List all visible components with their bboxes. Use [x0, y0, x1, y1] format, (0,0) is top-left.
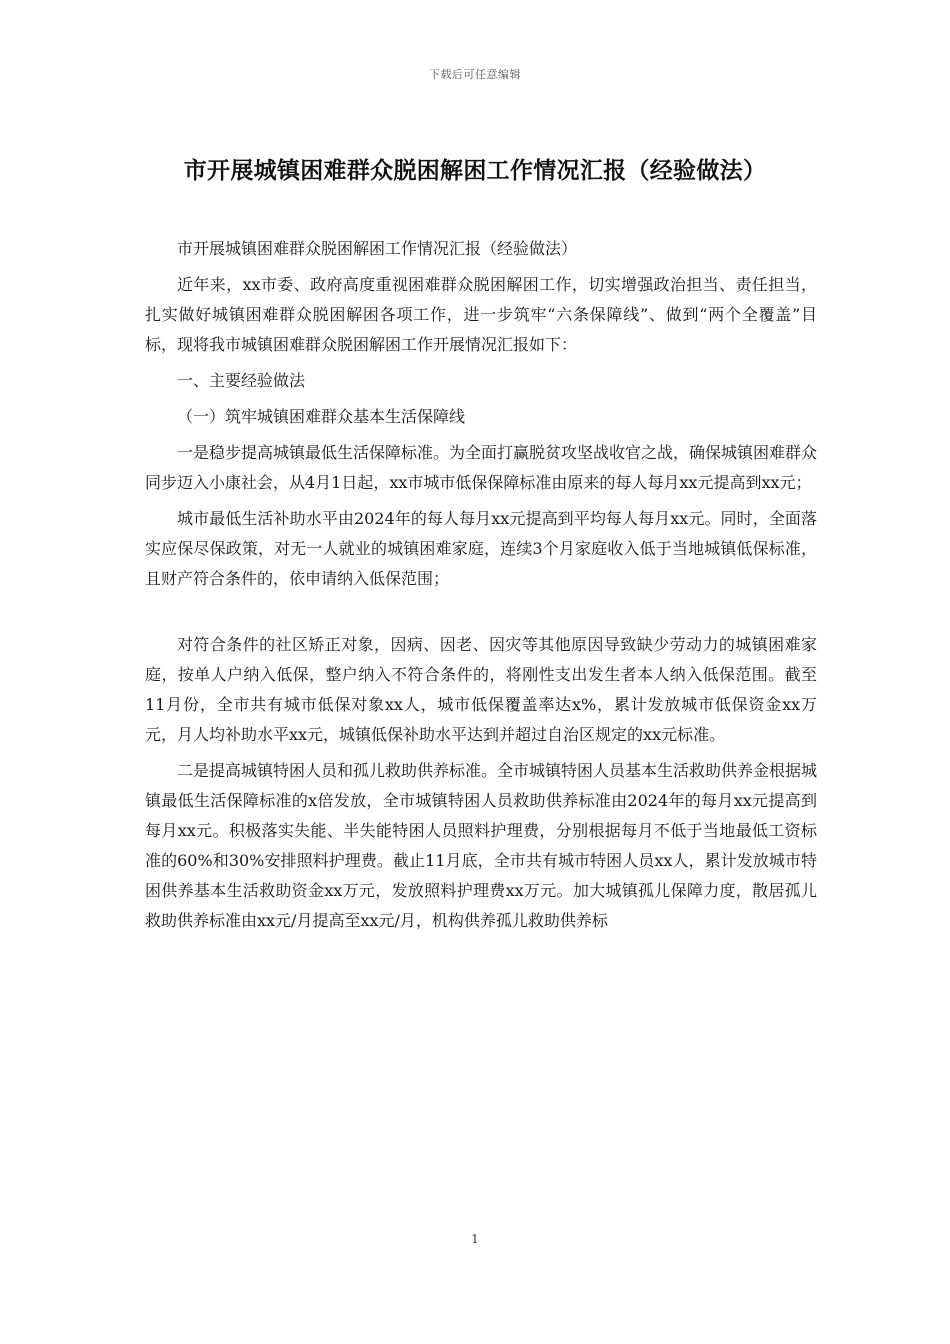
subsection-heading-basic-living: （一）筑牢城镇困难群众基本生活保障线	[177, 407, 466, 426]
page-number: 1	[471, 1232, 479, 1246]
paragraph-min-living-standard: 一是稳步提高城镇最低生活保障标准。为全面打赢脱贫攻坚战收官之战，确保城镇困难群众同步迈入小康社会，从4月1日起，xx市城市低保保障标准由原来的每人每月xx元提高到xx元；	[145, 443, 818, 492]
paragraph-subsidy-level: 城市最低生活补助水平由2024年的每人每月xx元提高到平均每人每月xx元。同时，全面落实应保尽保政策，对无一人就业的城镇困难家庭，连续3个月家庭收入低于当地城镇低保标准，且财产符合条件的，依申请纳入低保范围；	[145, 509, 817, 588]
section-heading-main-experience: 一、主要经验做法	[177, 371, 306, 390]
header-note: 下载后可任意编辑	[429, 68, 521, 81]
paragraph-intro: 近年来，xx市委、政府高度重视困难群众脱困解困工作，切实增强政治担当、责任担当，扎实做好城镇困难群众脱困解困各项工作，进一步筑牢“六条保障线”、做到“两个全覆盖”目标，现将我市城镇困难群众脱困解困工作开展情况汇报如下：	[145, 275, 817, 354]
document-body	[145, 234, 817, 942]
paragraph-special-hardship: 二是提高城镇特困人员和孤儿救助供养标准。全市城镇特困人员基本生活救助供养金根据城镇最低生活保障标准的x倍发放，全市城镇特困人员救助供养标准由2024年的每月xx元提高到每月xx元。积极落实失能、半失能特困人员照料护理费，分别根据每月不低于当地最低工资标准的60%和30%安排照料护理费。截止11月底，全市共有城市特困人员xx人，累计发放城市特困供养基本生活救助资金xx万元，发放照料护理费xx万元。加大城镇孤儿保障力度，散居孤儿救助供养标准由xx元/月提高至xx元/月，机构供养孤儿救助供养标	[145, 761, 818, 930]
paragraph-community-correction: 对符合条件的社区矫正对象，因病、因老、因灾等其他原因导致缺少劳动力的城镇困难家庭，按单人户纳入低保，整户纳入不符合条件的，将刚性支出发生者本人纳入低保范围。截至11月份，全市共有城市低保对象xx人，城市低保覆盖率达x%，累计发放城市低保资金xx万元，月人均补助水平xx元，城镇低保补助水平达到并超过自治区规定的xx元标准。	[145, 635, 817, 744]
paragraph-subtitle: 市开展城镇困难群众脱困解困工作情况汇报（经验做法）	[177, 239, 578, 258]
document-title: 市开展城镇困难群众脱困解困工作情况汇报（经验做法）	[183, 157, 767, 184]
